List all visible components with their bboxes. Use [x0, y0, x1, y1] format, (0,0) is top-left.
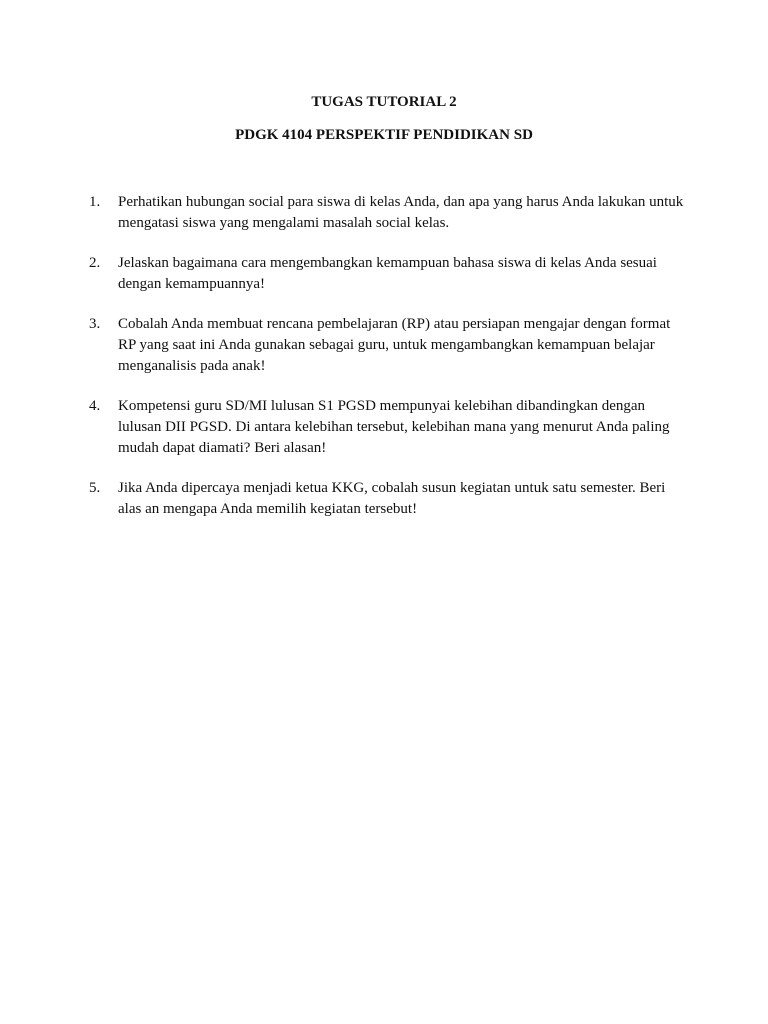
- question-number: 5.: [89, 480, 101, 496]
- question-text: Cobalah Anda membuat rencana pembelajaran (RP) atau persiapan mengajar dengan format RP yang saat ini Anda gunakan sebagai guru, untuk mengambangkan kemampuan belajar menganalisis pada anak!: [118, 316, 671, 374]
- question-item-5: [89, 478, 689, 520]
- question-item-3: [89, 314, 689, 377]
- question-item-4: [89, 396, 689, 459]
- question-item-1: [89, 192, 689, 234]
- document-subtitle: PDGK 4104 PERSPEKTIF PENDIDIKAN SD: [235, 127, 533, 143]
- question-text: Perhatikan hubungan social para siswa di kelas Anda, dan apa yang harus Anda lakukan untuk mengatasi siswa yang mengalami masalah social kelas.: [118, 194, 684, 231]
- question-item-2: [89, 253, 689, 295]
- question-text: Jelaskan bagaimana cara mengembangkan kemampuan bahasa siswa di kelas Anda sesuai dengan kemampuannya!: [118, 255, 657, 292]
- question-list: [89, 192, 689, 539]
- question-number: 4.: [89, 398, 101, 414]
- question-number: 2.: [89, 255, 101, 271]
- question-text: Kompetensi guru SD/MI lulusan S1 PGSD mempunyai kelebihan dibandingkan dengan lulusan DII PGSD. Di antara kelebihan tersebut, kelebihan mana yang menurut Anda paling mudah dapat diamati? Beri alasan!: [118, 398, 670, 456]
- document-title: TUGAS TUTORIAL 2: [311, 94, 457, 110]
- question-number: 3.: [89, 316, 101, 332]
- question-text: Jika Anda dipercaya menjadi ketua KKG, cobalah susun kegiatan untuk satu semester. Beri alas an mengapa Anda memilih kegiatan tersebut!: [118, 480, 666, 517]
- question-number: 1.: [89, 194, 101, 210]
